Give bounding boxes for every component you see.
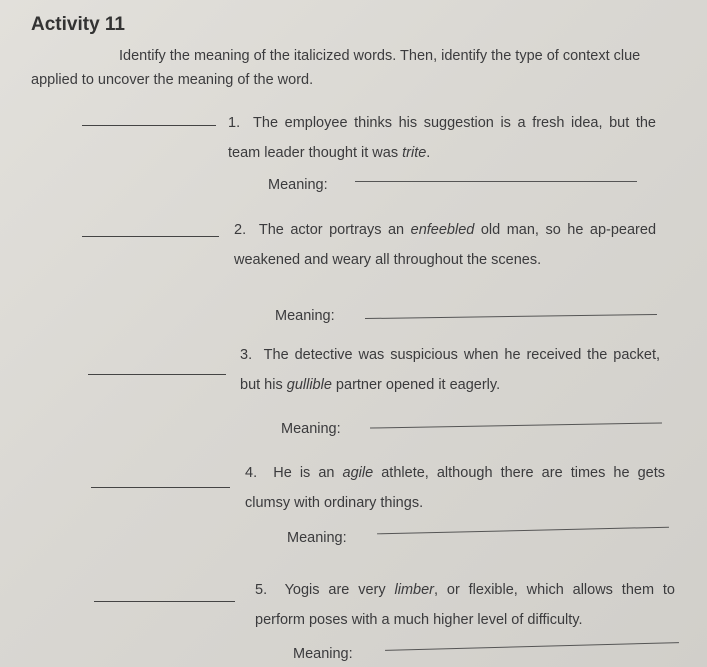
answer-blank-1[interactable] [82, 125, 216, 126]
item-3-text: 3. The detective was suspicious when he received the packet, but his gullible partner opened it eagerly. [240, 347, 661, 393]
italic-word-5: limber [394, 582, 434, 598]
meaning-label-5: Meaning: [293, 646, 353, 662]
meaning-line-1[interactable] [355, 181, 637, 182]
meaning-line-2[interactable] [365, 314, 657, 319]
item-1-text: 1. The employee thinks his suggestion is a fresh idea, but the team leader thought it was trite. [228, 115, 656, 161]
italic-word-3: gullible [286, 377, 332, 393]
meaning-line-3[interactable] [370, 422, 662, 428]
activity-title: Activity 11 [31, 14, 125, 35]
answer-blank-4[interactable] [91, 487, 230, 488]
meaning-line-5[interactable] [385, 642, 679, 651]
instructions: Identify the meaning of the italicized words. Then, identify the type of context clue applied to uncover the meaning of the word. [31, 48, 641, 88]
answer-blank-2[interactable] [82, 236, 219, 237]
italic-word-1: trite [402, 145, 427, 161]
item-4-text: 4. He is an agile athlete, although there are times he gets clumsy with ordinary things. [245, 465, 665, 511]
meaning-line-4[interactable] [377, 527, 669, 535]
answer-blank-5[interactable] [94, 601, 235, 602]
meaning-label-1: Meaning: [268, 177, 328, 193]
meaning-label-3: Meaning: [281, 421, 341, 437]
italic-word-4: agile [342, 465, 374, 481]
item-2-text: 2. The actor portrays an enfeebled old man, so he ap-peared weakened and weary all throughout the scenes. [234, 222, 657, 268]
meaning-label-2: Meaning: [275, 308, 335, 324]
italic-word-2: enfeebled [410, 222, 475, 238]
meaning-label-4: Meaning: [287, 530, 347, 546]
item-5-text: 5. Yogis are very limber, or flexible, which allows them to perform poses with a much higher level of difficulty. [255, 582, 675, 628]
answer-blank-3[interactable] [88, 374, 226, 375]
